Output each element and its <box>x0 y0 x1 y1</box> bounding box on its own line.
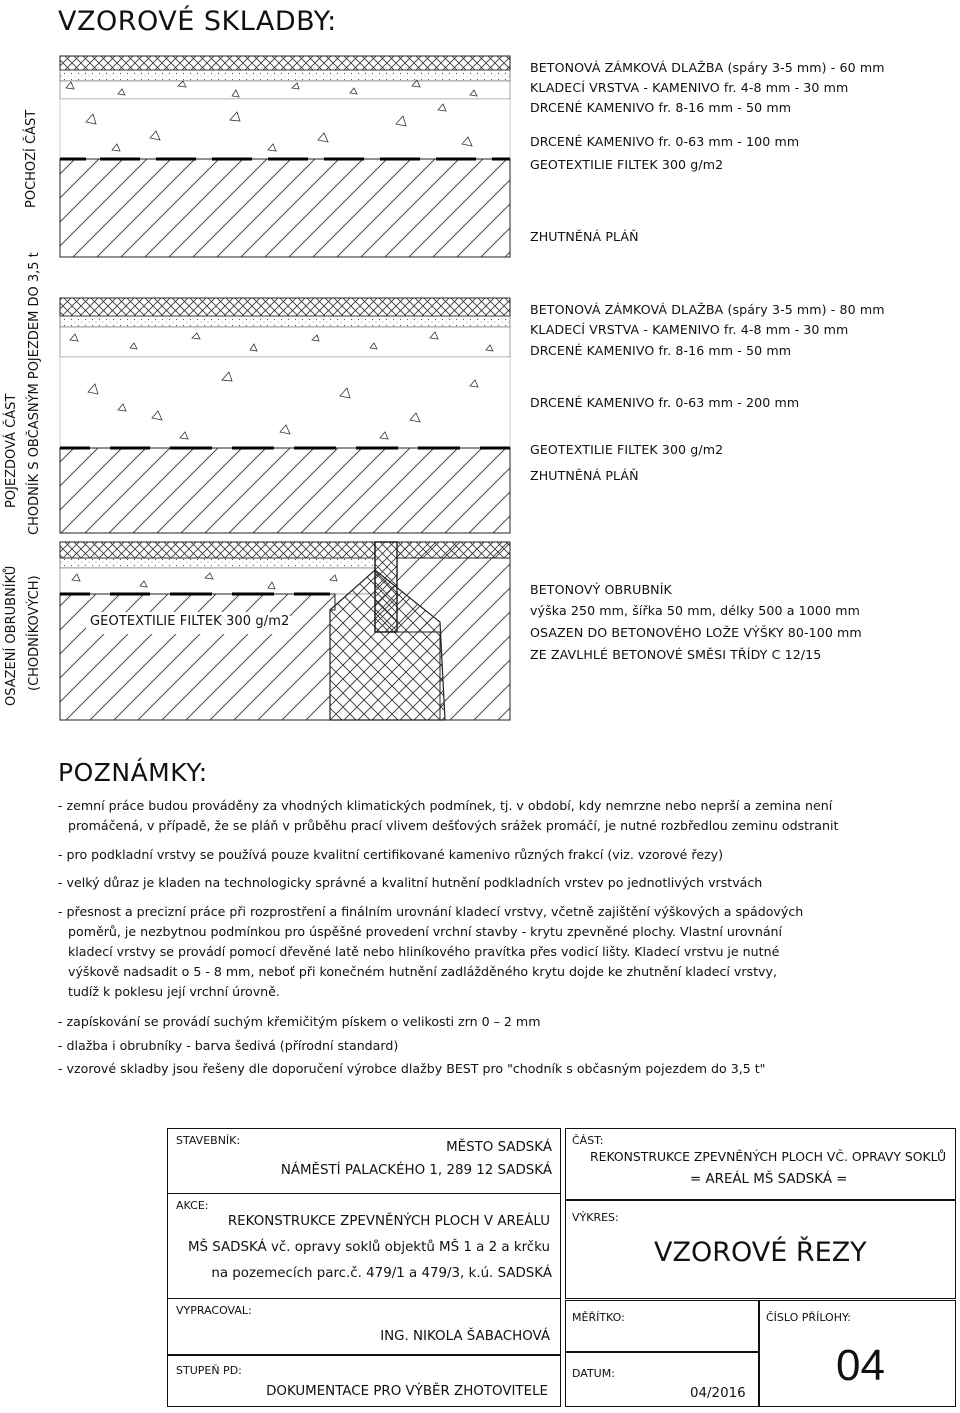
note-1-line-2: promáčená, v případě, že se pláň v průběhu prací vlivem dešťových srážek promáčí, je nutné rozbředlou zeminu odstranit <box>68 818 839 833</box>
s2-layer-4: DRCENÉ KAMENIVO fr. 0-63 mm - 200 mm <box>530 395 800 410</box>
tb-stavebnik-line1: MĚSTO SADSKÁ <box>446 1140 552 1155</box>
subgrade-layer-2 <box>60 448 510 533</box>
note-5-line-1: - zapískování se provádí suchým křemičitým pískem o velikosti zrn 0 – 2 mm <box>58 1014 541 1029</box>
tb-cislo <box>759 1300 956 1407</box>
section-3-side-label-2: (CHODNÍKOVÝCH) <box>27 575 42 691</box>
section-3-drawing <box>60 542 510 720</box>
section-3-side-label-1: OSAZENÍ OBRUBNÍKŮ <box>4 565 19 706</box>
note-1-line-1: - zemní práce budou prováděny za vhodných klimatických podmínek, tj. v období, kdy nemrzne nebo neprší a zemina není <box>58 798 833 813</box>
tb-vypracoval-value: ING. NIKOLA ŠABACHOVÁ <box>380 1329 550 1344</box>
section-2-side-label-1: POJEZDOVÁ ČÁST <box>4 393 19 508</box>
note-6-line-1: - dlažba i obrubníky - barva šedivá (přírodní standard) <box>58 1038 399 1053</box>
note-4-line-5: tudíž k poklesu její vrchní úrovně. <box>68 984 280 999</box>
tb-stupen <box>167 1355 561 1407</box>
subgrade-layer-1 <box>60 159 510 257</box>
section-1-side-label: POCHOZÍ ČÁST <box>24 109 39 208</box>
curb-stone <box>375 542 397 632</box>
tb-datum-value: 04/2016 <box>690 1386 746 1401</box>
note-4-line-1: - přesnost a precizní práce při rozprostření a finálním urovnání kladecí vrstvy, včetně zajištění výškových a spádových <box>58 904 804 919</box>
s3-layer-3: OSAZEN DO BETONOVÉHO LOŽE VÝŠKY 80-100 mm <box>530 625 862 640</box>
note-7-line-1: - vzorové skladby jsou řešeny dle doporučení výrobce dlažby BEST pro "chodník s občasným pojezdem do 3,5 t" <box>58 1061 766 1076</box>
gravel-8-16-layer-2 <box>60 327 510 357</box>
note-2 <box>58 845 723 865</box>
note-7 <box>58 1059 765 1079</box>
s2-layer-2: KLADECÍ VRSTVA - KAMENIVO fr. 4-8 mm - 30 mm <box>530 322 849 337</box>
gravel-0-63-layer-1 <box>60 99 510 159</box>
gravel-layer-3 <box>60 568 375 594</box>
tb-akce <box>167 1193 561 1299</box>
note-4 <box>58 902 803 1002</box>
note-5 <box>58 1012 540 1032</box>
s1-layer-6: ZHUTNĚNÁ PLÁŇ <box>530 229 639 244</box>
s1-layer-3: DRCENÉ KAMENIVO fr. 8-16 mm - 50 mm <box>530 100 792 115</box>
tb-cislo-value: 04 <box>836 1341 885 1390</box>
tb-stavebnik-line2: NÁMĚSTÍ PALACKÉHO 1, 289 12 SADSKÁ <box>280 1163 552 1178</box>
section-1-drawing <box>60 56 510 257</box>
bedding-layer-2 <box>60 316 510 327</box>
note-4-line-2: poměrů, je nezbytnou podmínkou pro úspěšné provedení vrchní stavby - krytu zpevněné plochy. Vlastní urovnání <box>68 924 783 939</box>
s1-layer-4: DRCENÉ KAMENIVO fr. 0-63 mm - 100 mm <box>530 134 800 149</box>
note-1 <box>58 796 838 836</box>
note-3 <box>58 873 762 893</box>
tb-akce-line2: MŠ SADSKÁ vč. opravy soklů objektů MŠ 1 a 2 a krčku <box>187 1240 550 1255</box>
paving-layer-1 <box>60 56 510 70</box>
tb-stavebnik <box>167 1128 561 1196</box>
tb-stupen-label: STUPEŇ PD: <box>176 1364 242 1377</box>
s2-layer-3: DRCENÉ KAMENIVO fr. 8-16 mm - 50 mm <box>530 343 792 358</box>
tb-stavebnik-label: STAVEBNÍK: <box>176 1134 241 1147</box>
tb-cast <box>565 1128 956 1200</box>
tb-datum-label: DATUM: <box>572 1367 615 1380</box>
s1-layer-5: GEOTEXTILIE FILTEK 300 g/m2 <box>530 157 724 172</box>
note-2-line-1: - pro podkladní vrstvy se používá pouze kvalitní certifikované kamenivo různých frakcí (viz. vzorové řezy) <box>58 847 724 862</box>
tb-akce-line1: REKONSTRUKCE ZPEVNĚNÝCH PLOCH V AREÁLU <box>227 1214 550 1229</box>
section-3-inline-label: GEOTEXTILIE FILTEK 300 g/m2 <box>90 614 290 629</box>
tb-vykres-value: VZOROVÉ ŘEZY <box>654 1237 867 1268</box>
tb-cast-line1: REKONSTRUKCE ZPEVNĚNÝCH PLOCH VČ. OPRAVY SOKLŮ <box>590 1149 947 1164</box>
tb-vykres-label: VÝKRES: <box>572 1211 619 1224</box>
gravel-8-16-layer-1 <box>60 81 510 99</box>
paving-right-3 <box>397 542 510 558</box>
tb-cast-label: ČÁST: <box>572 1134 604 1147</box>
tb-vypracoval <box>167 1298 561 1355</box>
tb-akce-label: AKCE: <box>176 1199 209 1212</box>
s3-layer-1: BETONOVÝ OBRUBNÍK <box>530 582 672 597</box>
s2-layer-1: BETONOVÁ ZÁMKOVÁ DLAŽBA (spáry 3-5 mm) - 80 mm <box>530 302 885 317</box>
bedding-layer-1 <box>60 70 510 81</box>
s2-layer-6: ZHUTNĚNÁ PLÁŇ <box>530 468 639 483</box>
tb-meritko-label: MĚŘÍTKO: <box>572 1311 625 1324</box>
tb-cislo-label: ČÍSLO PŘÍLOHY: <box>766 1311 851 1324</box>
tb-datum <box>565 1352 759 1407</box>
tb-vypracoval-label: VYPRACOVAL: <box>176 1304 252 1317</box>
tb-meritko <box>565 1300 759 1352</box>
s1-layer-2: KLADECÍ VRSTVA - KAMENIVO fr. 4-8 mm - 30 mm <box>530 80 849 95</box>
s1-layer-1: BETONOVÁ ZÁMKOVÁ DLAŽBA (spáry 3-5 mm) - 60 mm <box>530 60 885 75</box>
note-3-line-1: - velký důraz je kladen na technologicky správné a kvalitní hutnění podkladních vrstev po jednotlivých vrstvách <box>58 875 763 890</box>
note-4-line-3: kladecí vrstvy se provádí pomocí dřevěné latě nebo hliníkového pravítka přes vodicí lišty. Kladecí vrstvu je nutné <box>68 944 780 959</box>
s3-layer-2: výška 250 mm, šířka 50 mm, délky 500 a 1000 mm <box>530 603 860 618</box>
tb-vykres <box>565 1200 956 1299</box>
paving-layer-3 <box>60 542 375 558</box>
s3-layer-4: ZE ZAVLHLÉ BETONOVÉ SMĚSI TŘÍDY C 12/15 <box>530 647 822 662</box>
section-2-drawing <box>60 298 510 533</box>
section-2-side-label-2: CHODNÍK S OBČASNÝM POJEZDEM DO 3,5 t <box>27 252 42 535</box>
gravel-0-63-layer-2 <box>60 357 510 448</box>
notes-title: POZNÁMKY: <box>58 758 208 787</box>
tb-cast-line2: = AREÁL MŠ SADSKÁ = <box>690 1172 848 1187</box>
note-6 <box>58 1036 398 1056</box>
tb-stupen-value: DOKUMENTACE PRO VÝBĚR ZHOTOVITELE <box>266 1384 548 1399</box>
bedding-layer-3 <box>60 558 375 568</box>
page-title: VZOROVÉ SKLADBY: <box>58 6 337 37</box>
paving-layer-2 <box>60 298 510 316</box>
s2-layer-5: GEOTEXTILIE FILTEK 300 g/m2 <box>530 442 724 457</box>
tb-akce-line3: na pozemecích parc.č. 479/1 a 479/3, k.ú. SADSKÁ <box>211 1266 552 1281</box>
note-4-line-4: výškově nadsadit o 5 - 8 mm, neboť při konečném hutnění zadlážděného krytu dojde ke zhutnění kladecí vrstvy, <box>68 964 777 979</box>
